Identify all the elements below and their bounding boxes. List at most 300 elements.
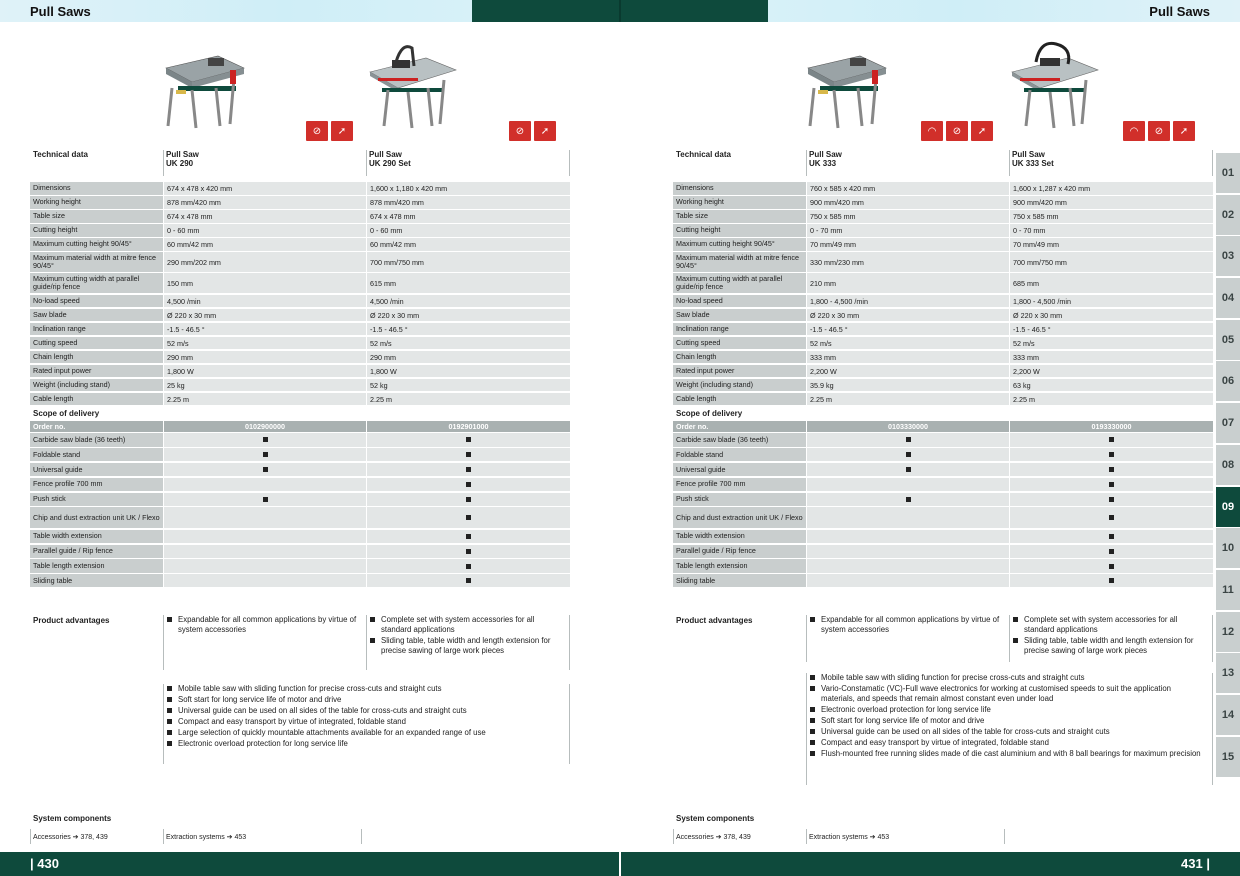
spec-value-1: 52 m/s (807, 337, 1009, 350)
advantage-item: Large selection of quickly mountable attachments available for an expanded range of use (166, 728, 560, 738)
included-mark-icon (466, 515, 471, 520)
spec-value-1: 2.25 m (807, 393, 1009, 406)
chapter-tab-04[interactable]: 04 (1216, 278, 1240, 318)
spec-label: Saw blade (30, 309, 163, 322)
advantage-item: Flush-mounted free running slides made of die cast aluminium and with 8 ball bearings for maximum precision (809, 749, 1203, 759)
included-mark-icon (1109, 497, 1114, 502)
scope-mark-2 (1010, 574, 1213, 587)
advantage-item: Soft start for long service life of motor and drive (809, 716, 1203, 726)
spec-value-1: 333 mm (807, 351, 1009, 364)
scope-mark-2 (1010, 507, 1213, 528)
sys-divider-1 (806, 829, 807, 844)
spec-row (30, 365, 569, 379)
scope-label: Table length extension (673, 559, 806, 572)
scope-mark-1 (164, 559, 366, 572)
scope-mark-1 (807, 433, 1009, 446)
scope-mark-2 (1010, 463, 1213, 476)
footer-band-left (0, 852, 619, 876)
advantage-item: Compact and easy transport by virtue of integrated, foldable stand (809, 738, 1203, 748)
advantage-item: Vario-Constamatic (VC)-Full wave electronics for working at customised speeds to suit the application materials, and speeds that remain almost constant even under load (809, 684, 1203, 704)
scope-mark-2 (1010, 448, 1213, 461)
included-mark-icon (1109, 549, 1114, 554)
scope-row (673, 493, 1212, 507)
spec-value-2: 63 kg (1010, 379, 1213, 392)
included-mark-icon (466, 437, 471, 442)
spec-value-1: 25 kg (164, 379, 366, 392)
feature-icons-uk290 (306, 121, 353, 141)
spec-value-1: 35.9 kg (807, 379, 1009, 392)
scope-row (30, 463, 569, 477)
scope-label: Table width extension (673, 530, 806, 543)
spec-value-2: 52 m/s (1010, 337, 1213, 350)
spec-value-1: 674 x 478 mm (164, 210, 366, 223)
adv-divider-3 (1212, 615, 1213, 662)
spec-label: Rated input power (673, 365, 806, 378)
soft-start-icon: ➚ (534, 121, 556, 141)
chapter-tab-09[interactable]: 09 (1216, 487, 1240, 527)
included-mark-icon (1109, 452, 1114, 457)
scope-row (30, 559, 569, 573)
column-title-2-model: UK 290 Set (369, 159, 411, 168)
constamatic-icon: ◠ (1123, 121, 1145, 141)
spec-row (673, 273, 1212, 294)
spec-row (30, 393, 569, 407)
scope-row (30, 574, 569, 588)
constamatic-icon: ◠ (921, 121, 943, 141)
spec-value-2: 1,800 W (367, 365, 570, 378)
order-row (30, 421, 569, 433)
spec-row (30, 224, 569, 238)
scope-mark-1 (807, 448, 1009, 461)
scope-mark-1 (807, 507, 1009, 528)
header-divider-3 (1212, 150, 1213, 176)
header-band-dark-left (472, 0, 620, 22)
spec-label: Cable length (30, 393, 163, 406)
advantages-column-1 (809, 615, 1000, 636)
scope-mark-1 (164, 574, 366, 587)
tech-data-heading: Technical data (676, 150, 731, 159)
included-mark-icon (1109, 515, 1114, 520)
spec-row (30, 337, 569, 351)
scope-row (673, 574, 1212, 588)
spec-row (673, 295, 1212, 309)
column-title-2-model: UK 333 Set (1012, 159, 1054, 168)
order-number-1: 0103330000 (807, 421, 1009, 432)
spec-label: Inclination range (30, 323, 163, 336)
included-mark-icon (906, 497, 911, 502)
adv-divider-1 (163, 615, 164, 670)
header-divider-2 (1009, 150, 1010, 176)
scope-mark-2 (367, 448, 570, 461)
column-title-2 (1012, 150, 1054, 168)
spec-row (673, 351, 1212, 365)
spec-value-1: 60 mm/42 mm (164, 238, 366, 251)
spec-value-2: 0 - 60 mm (367, 224, 570, 237)
advantage-item: Compact and easy transport by virtue of integrated, foldable stand (166, 717, 560, 727)
scope-mark-2 (367, 530, 570, 543)
spec-value-1: 1,800 W (164, 365, 366, 378)
overload-protection-icon: ⊘ (1148, 121, 1170, 141)
spec-row (673, 182, 1212, 196)
included-mark-icon (466, 578, 471, 583)
spec-row (673, 196, 1212, 210)
spec-value-2: 878 mm/420 mm (367, 196, 570, 209)
soft-start-icon: ➚ (1173, 121, 1195, 141)
chapter-tab-06[interactable]: 06 (1216, 361, 1240, 401)
scope-mark-1 (164, 463, 366, 476)
page-number-right: 431 | (1181, 856, 1210, 871)
spec-label: Dimensions (673, 182, 806, 195)
spec-value-2: 2,200 W (1010, 365, 1213, 378)
scope-label: Universal guide (673, 463, 806, 476)
spec-row (673, 337, 1212, 351)
scope-mark-1 (164, 433, 366, 446)
chapter-tab-01[interactable]: 01 (1216, 153, 1240, 193)
scope-mark-2 (1010, 433, 1213, 446)
advantage-item: Complete set with system accessories for all standard applications (1012, 615, 1205, 635)
adv-divider-2 (1009, 615, 1010, 662)
adv-divider-3 (569, 615, 570, 670)
scope-mark-1 (164, 545, 366, 558)
scope-mark-1 (164, 493, 366, 506)
scope-mark-2 (367, 545, 570, 558)
scope-heading: Scope of delivery (33, 408, 100, 418)
spec-row (30, 295, 569, 309)
scope-row (673, 530, 1212, 544)
spec-value-1: 878 mm/420 mm (164, 196, 366, 209)
spec-label: Inclination range (673, 323, 806, 336)
scope-mark-2 (367, 478, 570, 491)
spec-row (30, 309, 569, 323)
advantage-item: Expandable for all common applications by virtue of system accessories (809, 615, 1000, 635)
scope-mark-1 (807, 463, 1009, 476)
soft-start-icon: ➚ (971, 121, 993, 141)
spec-value-2: 750 x 585 mm (1010, 210, 1213, 223)
spec-value-2: -1.5 - 46.5 ° (367, 323, 570, 336)
header-divider-1 (163, 150, 164, 176)
spec-value-1: -1.5 - 46.5 ° (164, 323, 366, 336)
adv-divider-1 (806, 615, 807, 662)
advantages-column-1 (166, 615, 357, 636)
chapter-tab-15[interactable]: 15 (1216, 737, 1240, 777)
scope-row (30, 545, 569, 559)
tech-data-heading: Technical data (33, 150, 88, 159)
chapter-tab-14[interactable]: 14 (1216, 695, 1240, 735)
sys-divider-1 (163, 829, 164, 844)
spec-label: Weight (including stand) (30, 379, 163, 392)
scope-mark-1 (164, 530, 366, 543)
sys-divider-2 (361, 829, 362, 844)
included-mark-icon (263, 467, 268, 472)
spec-value-2: 1,600 x 1,287 x 420 mm (1010, 182, 1213, 195)
column-title-2 (369, 150, 411, 168)
scope-label: Foldable stand (673, 448, 806, 461)
chapter-tab-05[interactable]: 05 (1216, 320, 1240, 360)
spec-label: Dimensions (30, 182, 163, 195)
chapter-tab-02[interactable]: 02 (1216, 195, 1240, 235)
spec-row (30, 379, 569, 393)
scope-label: Table width extension (30, 530, 163, 543)
spec-value-1: 2,200 W (807, 365, 1009, 378)
spec-value-1: Ø 220 x 30 mm (807, 309, 1009, 322)
header-divider-1 (806, 150, 807, 176)
spec-value-1: 2.25 m (164, 393, 366, 406)
scope-mark-1 (807, 545, 1009, 558)
spec-value-2: Ø 220 x 30 mm (367, 309, 570, 322)
product-advantages-heading: Product advantages (33, 616, 110, 625)
product-image-uk333-set (1010, 38, 1100, 130)
spec-value-1: 330 mm/230 mm (807, 252, 1009, 272)
advantages-column-2 (1012, 615, 1205, 657)
spec-row (673, 224, 1212, 238)
advantage-item: Mobile table saw with sliding function for precise cross-cuts and straight cuts (809, 673, 1203, 683)
chapter-tab-03[interactable]: 03 (1216, 236, 1240, 276)
scope-row (30, 493, 569, 507)
scope-label: Chip and dust extraction unit UK / Flexo (30, 507, 163, 528)
included-mark-icon (1109, 482, 1114, 487)
spec-label: Chain length (673, 351, 806, 364)
included-mark-icon (466, 534, 471, 539)
scope-label: Sliding table (30, 574, 163, 587)
overload-protection-icon: ⊘ (306, 121, 328, 141)
included-mark-icon (906, 437, 911, 442)
spec-value-2: 700 mm/750 mm (367, 252, 570, 272)
spec-value-2: 52 kg (367, 379, 570, 392)
spec-row (30, 252, 569, 273)
scope-mark-2 (367, 493, 570, 506)
spec-value-1: 1,800 - 4,500 /min (807, 295, 1009, 308)
spec-label: Maximum material width at mitre fence 90/45° (673, 252, 806, 272)
adv-divider-2 (366, 615, 367, 670)
spec-value-2: 900 mm/420 mm (1010, 196, 1213, 209)
column-title-2-name: Pull Saw (369, 150, 402, 159)
spec-value-2: 290 mm (367, 351, 570, 364)
common-divider-left (806, 673, 807, 785)
scope-mark-1 (164, 507, 366, 528)
spec-value-2: 70 mm/49 mm (1010, 238, 1213, 251)
included-mark-icon (263, 452, 268, 457)
advantages-column-2 (369, 615, 562, 657)
order-number-2: 0192901000 (367, 421, 570, 432)
feature-icons-uk290-set (509, 121, 556, 141)
scope-label: Table length extension (30, 559, 163, 572)
product-image-uk333 (800, 38, 890, 130)
spec-row (30, 323, 569, 337)
sys-divider-0 (30, 829, 31, 844)
included-mark-icon (466, 467, 471, 472)
spec-row (673, 379, 1212, 393)
spec-value-2: 2.25 m (367, 393, 570, 406)
column-title-2-name: Pull Saw (1012, 150, 1045, 159)
scope-label: Fence profile 700 mm (673, 478, 806, 491)
scope-mark-2 (1010, 530, 1213, 543)
header-title-right: Pull Saws (1149, 4, 1210, 19)
overload-protection-icon: ⊘ (946, 121, 968, 141)
overload-protection-icon: ⊘ (509, 121, 531, 141)
spec-value-2: -1.5 - 46.5 ° (1010, 323, 1213, 336)
page-number-left: | 430 (30, 856, 59, 871)
chapter-tab-13[interactable]: 13 (1216, 653, 1240, 693)
included-mark-icon (1109, 578, 1114, 583)
scope-label: Fence profile 700 mm (30, 478, 163, 491)
product-advantages-heading: Product advantages (676, 616, 753, 625)
chapter-tab-07[interactable]: 07 (1216, 403, 1240, 443)
scope-mark-1 (164, 478, 366, 491)
common-divider-right (1212, 673, 1213, 785)
spec-label: Weight (including stand) (673, 379, 806, 392)
scope-row (673, 433, 1212, 447)
spec-value-1: 70 mm/49 mm (807, 238, 1009, 251)
scope-mark-2 (367, 433, 570, 446)
soft-start-icon: ➚ (331, 121, 353, 141)
spec-label: Maximum cutting height 90/45° (30, 238, 163, 251)
order-label: Order no. (673, 421, 806, 432)
scope-label: Foldable stand (30, 448, 163, 461)
feature-icons-uk333-set (1123, 121, 1195, 141)
spec-label: Cutting speed (30, 337, 163, 350)
spec-row (673, 365, 1212, 379)
scope-label: Push stick (673, 493, 806, 506)
scope-mark-1 (807, 574, 1009, 587)
scope-label: Carbide saw blade (36 teeth) (673, 433, 806, 446)
spec-value-2: Ø 220 x 30 mm (1010, 309, 1213, 322)
spec-value-2: 700 mm/750 mm (1010, 252, 1213, 272)
common-divider-right (569, 684, 570, 764)
header-divider-3 (569, 150, 570, 176)
spec-value-1: 290 mm (164, 351, 366, 364)
page-gutter (619, 0, 621, 22)
advantage-item: Universal guide can be used on all sides of the table for cross-cuts and straight cuts (166, 706, 560, 716)
spec-value-1: 290 mm/202 mm (164, 252, 366, 272)
order-number-2: 0193330000 (1010, 421, 1213, 432)
chapter-tab-index (1216, 153, 1240, 778)
spec-value-2: 0 - 70 mm (1010, 224, 1213, 237)
scope-mark-2 (367, 574, 570, 587)
spec-value-2: 1,800 - 4,500 /min (1010, 295, 1213, 308)
scope-row (673, 507, 1212, 529)
spec-row (30, 351, 569, 365)
scope-row (673, 545, 1212, 559)
column-title-1-model: UK 290 (166, 159, 194, 168)
spec-label: Working height (673, 196, 806, 209)
scope-label: Push stick (30, 493, 163, 506)
advantage-item: Sliding table, table width and length extension for precise sawing of large work pieces (369, 636, 562, 656)
order-row (673, 421, 1212, 433)
footer-band-right (621, 852, 1240, 876)
scope-mark-2 (367, 463, 570, 476)
common-divider-left (163, 684, 164, 764)
spec-value-1: 900 mm/420 mm (807, 196, 1009, 209)
included-mark-icon (1109, 467, 1114, 472)
spec-row (673, 238, 1212, 252)
spec-value-1: 674 x 478 x 420 mm (164, 182, 366, 195)
chapter-tab-10[interactable]: 10 (1216, 528, 1240, 568)
scope-mark-1 (164, 448, 366, 461)
included-mark-icon (263, 497, 268, 502)
spec-label: Table size (673, 210, 806, 223)
scope-mark-2 (1010, 545, 1213, 558)
included-mark-icon (466, 497, 471, 502)
spec-label: Chain length (30, 351, 163, 364)
scope-mark-2 (1010, 478, 1213, 491)
spec-label: Maximum cutting width at parallel guide/rip fence (30, 273, 163, 293)
spec-value-2: 4,500 /min (367, 295, 570, 308)
advantages-common (809, 673, 1203, 760)
spec-value-2: 60 mm/42 mm (367, 238, 570, 251)
product-image-uk290-set (368, 38, 458, 130)
column-title-1 (809, 150, 842, 168)
scope-mark-1 (807, 530, 1009, 543)
scope-mark-2 (1010, 493, 1213, 506)
scope-row (30, 478, 569, 492)
spec-label: Maximum cutting width at parallel guide/rip fence (673, 273, 806, 293)
scope-mark-1 (807, 478, 1009, 491)
included-mark-icon (906, 452, 911, 457)
spec-label: Cutting height (30, 224, 163, 237)
scope-row (673, 559, 1212, 573)
chapter-tab-12[interactable]: 12 (1216, 612, 1240, 652)
spec-row (673, 323, 1212, 337)
scope-row (30, 448, 569, 462)
spec-label: Table size (30, 210, 163, 223)
extraction-reference: Extraction systems ➔ 453 (809, 834, 890, 841)
spec-value-1: 760 x 585 x 420 mm (807, 182, 1009, 195)
spec-label: No-load speed (30, 295, 163, 308)
scope-row (30, 507, 569, 529)
spec-value-1: 750 x 585 mm (807, 210, 1009, 223)
spec-value-2: 2.25 m (1010, 393, 1213, 406)
header-divider-2 (366, 150, 367, 176)
order-number-1: 0102900000 (164, 421, 366, 432)
spec-label: Cable length (673, 393, 806, 406)
spec-value-2: 674 x 478 mm (367, 210, 570, 223)
scope-label: Parallel guide / Rip fence (673, 545, 806, 558)
column-title-1-name: Pull Saw (166, 150, 199, 159)
spec-row (673, 309, 1212, 323)
spec-value-1: -1.5 - 46.5 ° (807, 323, 1009, 336)
spec-row (673, 210, 1212, 224)
column-title-1-name: Pull Saw (809, 150, 842, 159)
chapter-tab-11[interactable]: 11 (1216, 570, 1240, 610)
included-mark-icon (466, 549, 471, 554)
spec-row (673, 393, 1212, 407)
advantage-item: Expandable for all common applications by virtue of system accessories (166, 615, 357, 635)
spec-value-1: Ø 220 x 30 mm (164, 309, 366, 322)
spec-value-1: 0 - 70 mm (807, 224, 1009, 237)
included-mark-icon (466, 482, 471, 487)
spec-label: Maximum cutting height 90/45° (673, 238, 806, 251)
advantage-item: Soft start for long service life of motor and drive (166, 695, 560, 705)
spec-value-1: 150 mm (164, 273, 366, 293)
scope-label: Carbide saw blade (36 teeth) (30, 433, 163, 446)
spec-value-1: 210 mm (807, 273, 1009, 293)
included-mark-icon (263, 437, 268, 442)
chapter-tab-08[interactable]: 08 (1216, 445, 1240, 485)
included-mark-icon (1109, 437, 1114, 442)
product-image-uk290 (158, 38, 248, 130)
included-mark-icon (906, 467, 911, 472)
spec-row (30, 196, 569, 210)
spec-row (30, 182, 569, 196)
spec-label: Rated input power (30, 365, 163, 378)
spec-value-1: 0 - 60 mm (164, 224, 366, 237)
spec-label: Working height (30, 196, 163, 209)
included-mark-icon (466, 452, 471, 457)
spec-value-1: 52 m/s (164, 337, 366, 350)
scope-heading: Scope of delivery (676, 408, 743, 418)
spec-label: Maximum material width at mitre fence 90/45° (30, 252, 163, 272)
spec-label: No-load speed (673, 295, 806, 308)
